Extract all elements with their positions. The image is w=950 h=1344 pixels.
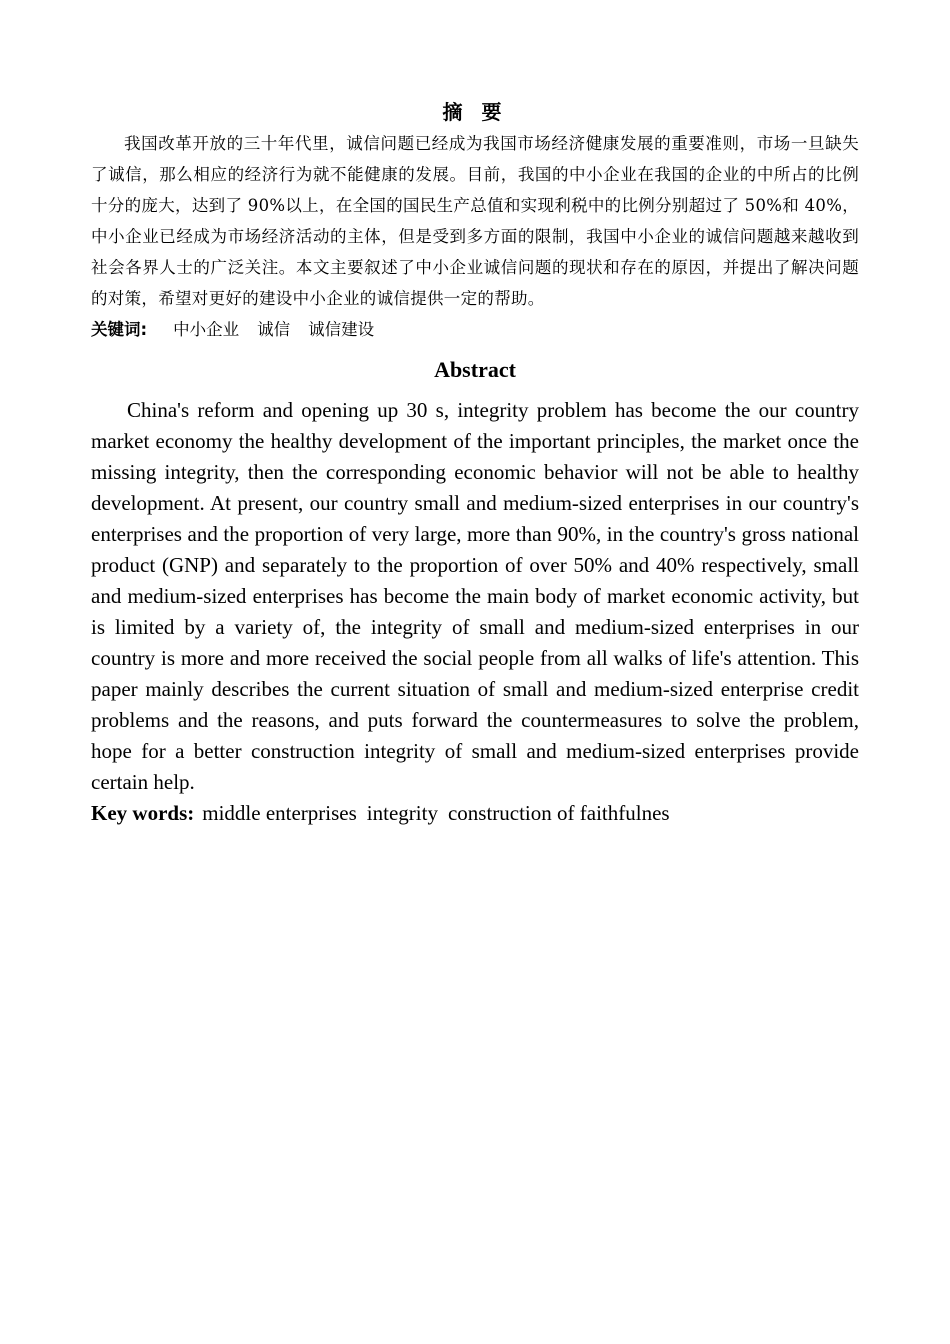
english-keywords-line (91, 798, 859, 829)
english-abstract-title: Abstract (434, 357, 516, 382)
chinese-keyword: 诚信 (257, 320, 291, 339)
english-keyword: middle enterprises (202, 801, 357, 825)
english-keyword: integrity (366, 801, 438, 825)
chinese-keywords-line (91, 314, 859, 345)
english-keywords-label: Key words: (91, 801, 195, 825)
document-page (91, 96, 859, 829)
chinese-abstract-title: 摘 要 (442, 100, 508, 124)
chinese-keyword: 中小企业 (173, 320, 240, 339)
chinese-keyword: 诚信建设 (308, 320, 375, 339)
chinese-keywords-label: 关键词: (91, 320, 148, 339)
english-keyword: construction of faithfulnes (447, 801, 670, 825)
english-abstract-body: China's reform and opening up 30 s, integrity problem has become the our country market economy the healthy development of the important principles, the market once the missing integrity, then the corresponding economic behavior will not be able to healthy development. At present, our country small and medium-sized enterprises in our country's enterprises and the proportion of very large, more than 90%, in the country's gross national product (GNP) and separately to the proportion of over 50% and 40% respectively, small and medium-sized enterprises has become the main body of market economic activity, but is limited by a variety of, the integrity of small and medium-sized enterprises in our country is more and more received the social people from all walks of life's attention. This paper mainly describes the current situation of small and medium-sized enterprise credit problems and the reasons, and puts forward the countermeasures to solve the problem, hope for a better construction integrity of small and medium-sized enterprises provide certain help. (91, 398, 859, 794)
chinese-abstract-body: 我国改革开放的三十年代里，诚信问题已经成为我国市场经济健康发展的重要准则，市场一旦缺失了诚信，那么相应的经济行为就不能健康的发展。目前，我国的中小企业在我国的企业的中所占的比例十分的庞大，达到了 90%以上，在全国的国民生产总值和实现利税中的比例分别超过了 50%和 40%，中小企业已经成为市场经济活动的主体，但是受到多方面的限制，我国中小企业的诚信问题越来越收到社会各界人士的广泛关注。本文主要叙述了中小企业诚信问题的现状和存在的原因，并提出了解决问题的对策，希望对更好的建设中小企业的诚信提供一定的帮助。 (91, 134, 859, 308)
